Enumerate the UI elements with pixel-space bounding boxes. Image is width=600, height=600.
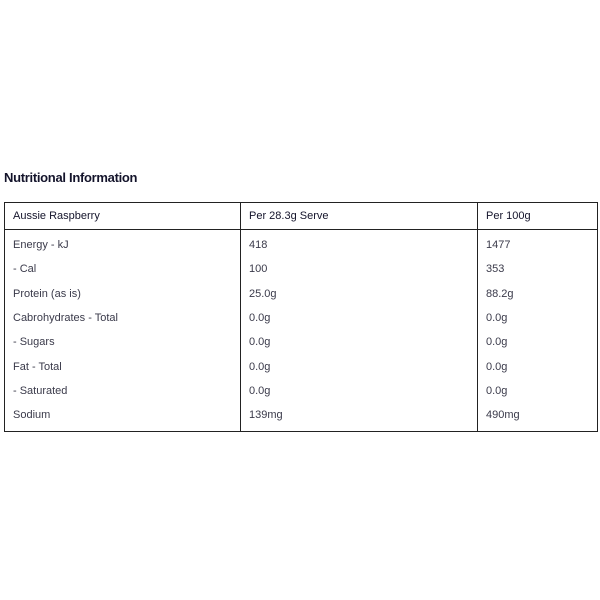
per-serve-value: 139mg [241, 403, 478, 432]
table-row [5, 379, 598, 403]
per-serve-value: 418 [241, 230, 478, 258]
nutrition-table [4, 202, 598, 432]
nutrient-name: - Sugars [5, 330, 241, 354]
per-serve-value: 100 [241, 257, 478, 281]
per-serve-value: 0.0g [241, 306, 478, 330]
table-row [5, 282, 598, 306]
nutrient-name: Fat - Total [5, 354, 241, 378]
per-100g-value: 0.0g [478, 330, 598, 354]
table-row [5, 257, 598, 281]
header-per-serve: Per 28.3g Serve [241, 203, 478, 230]
nutrient-name: Energy - kJ [5, 230, 241, 258]
table-row [5, 354, 598, 378]
per-100g-value: 0.0g [478, 379, 598, 403]
per-100g-value: 0.0g [478, 306, 598, 330]
table-header-row [5, 203, 598, 230]
per-100g-value: 0.0g [478, 354, 598, 378]
nutrient-name: Cabrohydrates - Total [5, 306, 241, 330]
page-title: Nutritional Information [4, 170, 138, 185]
header-per-100g: Per 100g [478, 203, 598, 230]
table-row [5, 306, 598, 330]
table-row [5, 403, 598, 432]
per-serve-value: 25.0g [241, 282, 478, 306]
table-row [5, 330, 598, 354]
table-row [5, 230, 598, 258]
nutrient-name: Protein (as is) [5, 282, 241, 306]
per-100g-value: 1477 [478, 230, 598, 258]
nutrient-name: Sodium [5, 403, 241, 432]
per-serve-value: 0.0g [241, 379, 478, 403]
per-serve-value: 0.0g [241, 354, 478, 378]
nutrient-name: - Cal [5, 257, 241, 281]
per-100g-value: 88.2g [478, 282, 598, 306]
nutrient-name: - Saturated [5, 379, 241, 403]
header-product-name: Aussie Raspberry [5, 203, 241, 230]
per-serve-value: 0.0g [241, 330, 478, 354]
per-100g-value: 490mg [478, 403, 598, 432]
per-100g-value: 353 [478, 257, 598, 281]
